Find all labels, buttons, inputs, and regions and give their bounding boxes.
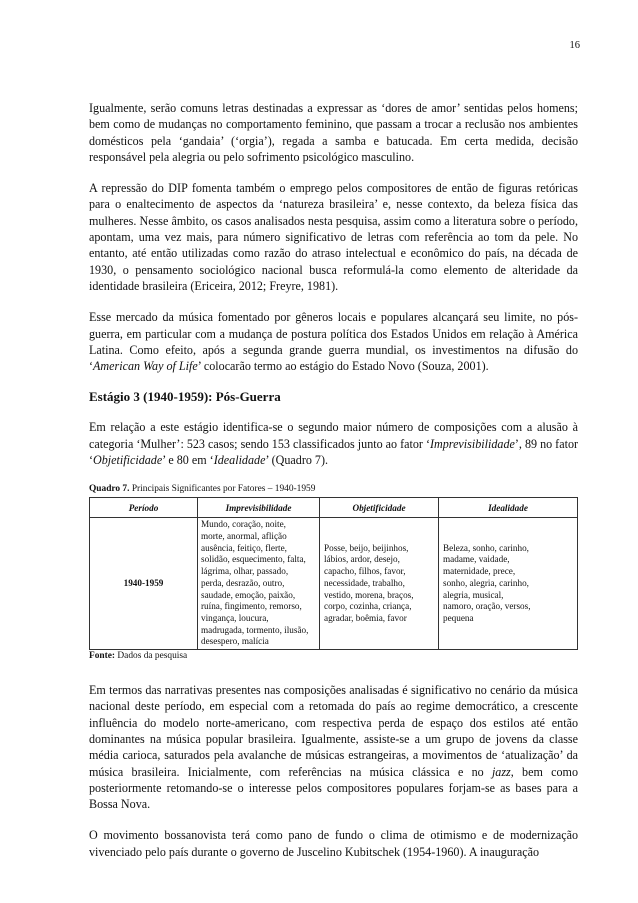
cell-line: morte, anormal, aflição (201, 531, 287, 542)
cell-imprevisibilidade (198, 518, 320, 650)
cell-line: vestido, morena, braços, (324, 589, 414, 600)
header-idealidade-text: Idealidade (488, 502, 528, 513)
paragraph-2: A repressão do DIP fomenta também o emprego pelos compositores de então de figuras retóricas para o enaltecimento de aspectos da ‘natureza brasileira’ e, nesse contexto, da beleza física das mulheres. Nesse âmbito, os casos analisados nesta pesquisa, assim como a literatura sobre o período, apontam, uma vez mais, para número significativo de letras com referência ao tom da pele. No entanto, até então utilizadas como razão do atraso intelectual e econômico do país, na década de 1930, o pensamento sociológico nacional busca reformulá-la como elemento de alteridade da identidade brasileira (Ericeira, 2012; Freyre, 1981). (89, 181, 578, 293)
header-idealidade (439, 498, 578, 518)
cell-line: maternidade, prece, (443, 566, 516, 577)
table-source-label: Fonte: (89, 651, 116, 662)
cell-objetificidade (320, 518, 439, 650)
table-caption-text: Principais Significantes por Fatores – 1940-1959 (129, 484, 316, 495)
paragraph-4-text: ’ e 80 em ‘ (162, 453, 214, 468)
cell-line: necessidade, trabalho, (324, 577, 405, 588)
cell-line: Posse, beijo, beijinhos, (324, 542, 409, 553)
term-imprevisibilidade: Imprevisibilidade (430, 436, 515, 451)
cell-line: pequena (443, 612, 474, 623)
paragraph-6: O movimento bossanovista terá como pano de fundo o clima de otimismo e de modernização vivenciado pelo país durante o governo de Juscelino Kubitschek (1954-1960). A inauguração (89, 828, 578, 859)
header-imprevisibilidade (198, 498, 320, 518)
paragraph-5-text-end: , bem como posteriormente retomando-se o interesse pelos compositores populares forjam-se as bases para a Bossa Nova. (89, 764, 578, 812)
term-idealidade: Idealidade (213, 453, 266, 468)
header-objetificidade-text: Objetificidade (352, 502, 406, 513)
table-row (90, 518, 578, 650)
table-source-text: Dados da pesquisa (115, 651, 188, 662)
paragraph-5 (89, 682, 578, 812)
cell-line: madrugada, tormento, ilusão, (201, 624, 309, 635)
header-imprevisibilidade-text: Imprevisibilidade (225, 502, 292, 513)
cell-line: lágrima, olhar, passado, (201, 566, 289, 577)
header-periodo-text: Período (128, 502, 159, 513)
paragraph-3-text: Esse mercado da música fomentado por gêneros locais e populares alcançará seu limite, no pós-guerra, em particular com a mudança de postura política dos Estados Unidos em relação à América Latina. Como efeito, após a segunda grande guerra mundial, os investimentos na difusão do ‘ (89, 310, 578, 374)
cell-line: corpo, cozinha, criança, (324, 601, 412, 612)
header-periodo (90, 498, 198, 518)
cell-line: perda, desrazão, outro, (201, 577, 285, 588)
cell-line: ruína, fingimento, remorso, (201, 601, 302, 612)
cell-line: ausência, feitiço, flerte, (201, 542, 287, 553)
term-jazz: jazz (491, 764, 511, 779)
american-way-of-life-term: American Way of Life (93, 359, 198, 374)
page-body (89, 100, 578, 875)
cell-line: sonho, alegria, carinho, (443, 577, 529, 588)
cell-line: solidão, esquecimento, falta, (201, 554, 306, 565)
cell-line: Mundo, coração, noite, (201, 519, 286, 530)
cell-line: vingança, loucura, (201, 612, 269, 623)
table-caption (89, 483, 578, 495)
cell-line: Beleza, sonho, carinho, (443, 542, 529, 553)
paragraph-4 (89, 419, 578, 468)
table-source (89, 650, 578, 662)
paragraph-1: Igualmente, serão comuns letras destinadas a expressar as ‘dores de amor’ sentidas pelos homens; bem como de mudanças no comportamento feminino, que passam a trocar a reclusão nos ambientes domésticos pela ‘gandaia’ (‘orgia’), regada a samba e batucada. Em certa medida, decisão responsável pela alegria ou pelo sofrimento psicológico masculino. (89, 101, 578, 164)
cell-line: capacho, filhos, favor, (324, 566, 406, 577)
page-number: 16 (569, 40, 580, 51)
header-objetificidade (320, 498, 439, 518)
cell-line: lábios, ardor, desejo, (324, 554, 400, 565)
section-heading: Estágio 3 (1940-1959): Pós-Guerra (89, 389, 281, 405)
paragraph-4-text: Em relação a este estágio identifica-se o segundo maior número de composições com a alusão à categoria ‘Mulher’: 523 casos; sendo 153 classificados junto ao fator ‘ (89, 420, 578, 451)
cell-line: agradar, boêmia, favor (324, 612, 407, 623)
paragraph-4-text: ’, 89 no fator ‘ (89, 436, 579, 468)
cell-line: madame, vaidade, (443, 554, 510, 565)
cell-line: namoro, oração, versos, (443, 601, 531, 612)
term-objetificidade: Objetificidade (93, 453, 163, 468)
paragraph-4-text: ’ (Quadro 7). (265, 453, 329, 468)
cell-line: alegria, musical, (443, 589, 504, 600)
cell-line: desespero, malícia (201, 636, 269, 647)
cell-idealidade (439, 518, 578, 650)
table-caption-label: Quadro 7. (89, 484, 130, 495)
paragraph-3-text-end: ’ colocarão termo ao estágio do Estado Novo (Souza, 2001). (197, 359, 489, 374)
cell-line: saudade, emoção, paixão, (201, 589, 296, 600)
cell-periodo: 1940-1959 (90, 518, 198, 650)
paragraph-3 (89, 309, 578, 374)
table-header-row (90, 498, 578, 518)
quadro-7-table (89, 497, 578, 650)
paragraph-5-text: Em termos das narrativas presentes nas composições analisadas é significativo no cenário da música nacional deste período, em especial com a retomada do país ao regime democrático, a crescente influência do modelo norte-americano, com respectiva perda de espaço dos estilos até então dominantes na música popular brasileira. Igualmente, assiste-se a um grupo de jovens da classe média carioca, saturados pela avalanche de músicas estrangeiras, a movimentos de ‘atualização’ da música brasileira. Inicialmente, com referências na música clássica e no (89, 683, 578, 779)
